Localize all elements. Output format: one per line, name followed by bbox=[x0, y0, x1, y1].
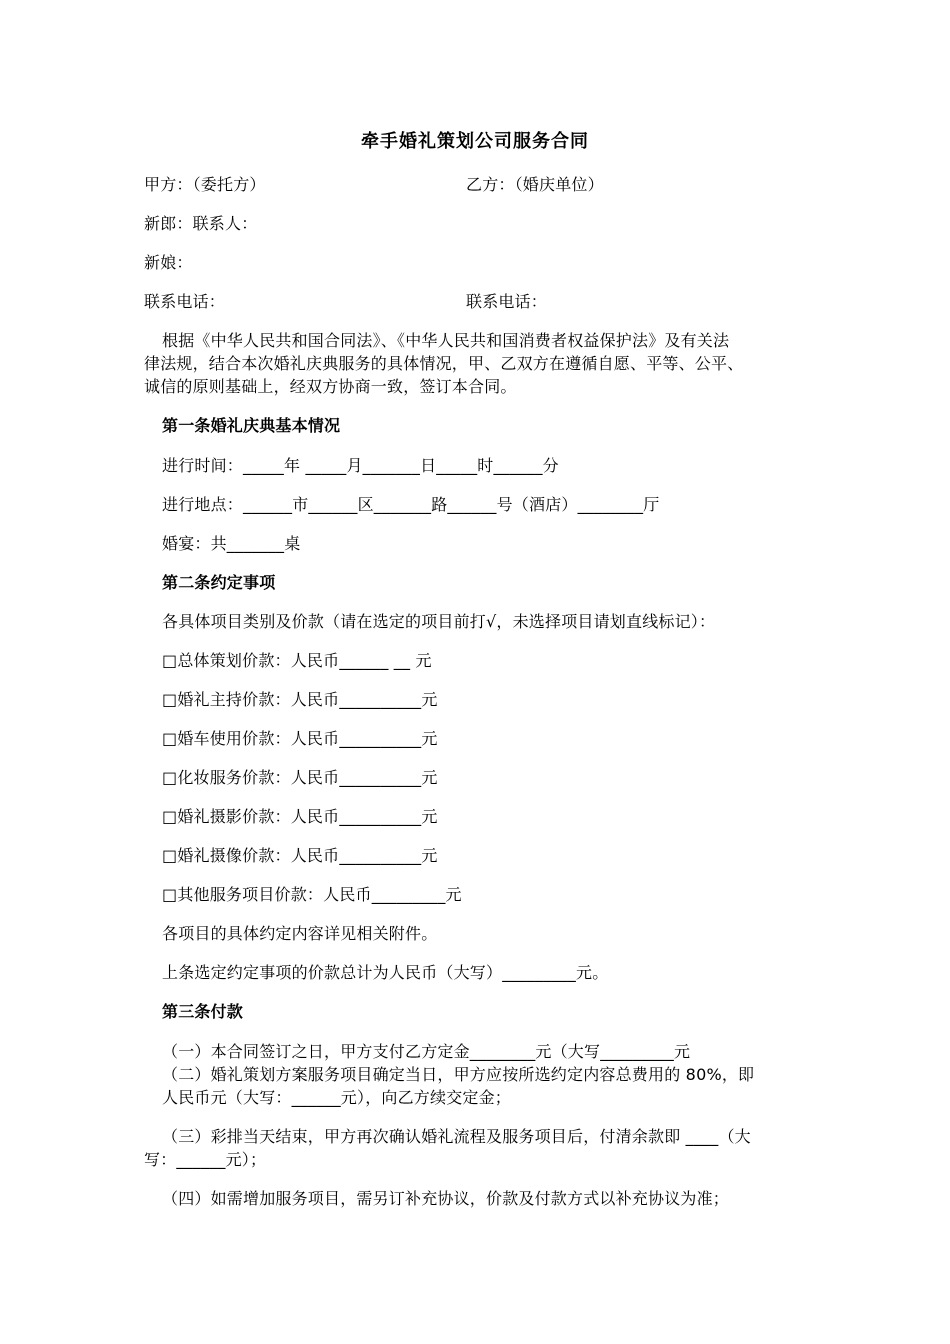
payment-clause-4: （四）如需增加服务项目，需另订补充协议，价款及付款方式以补充协议为准； bbox=[162, 1189, 730, 1208]
intro-line-1: 根据《中华人民共和国合同法》、《中华人民共和国消费者权益保护法》及有关法 bbox=[162, 331, 730, 350]
party-b-phone-label: 联系电话： bbox=[466, 292, 548, 311]
service-item-planning: □总体策划价款：人民币______ __ 元 bbox=[162, 651, 432, 670]
service-item-host: □婚礼主持价款：人民币__________元 bbox=[162, 690, 438, 709]
payment-clause-3-line-2: 写：______元）； bbox=[144, 1150, 267, 1169]
service-item-photography: □婚礼摄影价款：人民币__________元 bbox=[162, 807, 438, 826]
payment-clause-2-line-1: （二）婚礼策划方案服务项目确定当日，甲方应按所选约定内容总费用的 80%，即 bbox=[162, 1065, 755, 1084]
party-b-label: 乙方：（婚庆单位） bbox=[466, 175, 604, 194]
appendix-note: 各项目的具体约定内容详见相关附件。 bbox=[162, 924, 438, 943]
item-instruction: 各具体项目类别及价款（请在选定的项目前打√，未选择项目请划直线标记）： bbox=[162, 612, 716, 631]
document-title: 牵手婚礼策划公司服务合同 bbox=[361, 131, 589, 152]
service-item-other: □其他服务项目价款：人民币_________元 bbox=[162, 885, 462, 904]
service-item-makeup: □化妆服务价款：人民币__________元 bbox=[162, 768, 438, 787]
bride-label: 新娘： bbox=[144, 253, 193, 272]
payment-clause-2-line-2: 人民币元（大写：______元），向乙方续交定金； bbox=[162, 1088, 512, 1107]
payment-clause-1: （一）本合同签订之日，甲方支付乙方定金________元（大写_________元 bbox=[162, 1042, 691, 1061]
intro-line-3: 诚信的原则基础上，经双方协商一致，签订本合同。 bbox=[144, 377, 517, 396]
total-price-line: 上条选定约定事项的价款总计为人民币（大写）_________元。 bbox=[162, 963, 609, 982]
payment-clause-3-line-1: （三）彩排当天结束，甲方再次确认婚礼流程及服务项目后，付清余款即 ____（大 bbox=[162, 1127, 751, 1146]
groom-label: 新郎：联系人： bbox=[144, 214, 258, 233]
service-item-video: □婚礼摄像价款：人民币__________元 bbox=[162, 846, 438, 865]
event-place-line: 进行地点：______市______区_______路______号（酒店）________厅 bbox=[162, 495, 660, 514]
party-a-label: 甲方：（委托方） bbox=[144, 175, 266, 194]
service-item-car: □婚车使用价款：人民币__________元 bbox=[162, 729, 438, 748]
intro-line-2: 律法规，结合本次婚礼庆典服务的具体情况，甲、乙双方在遵循自愿、平等、公平、 bbox=[144, 354, 744, 373]
article-1-heading: 第一条婚礼庆典基本情况 bbox=[162, 416, 341, 435]
event-time-line: 进行时间：_____年 _____月_______日_____时______分 bbox=[162, 456, 559, 475]
party-a-phone-label: 联系电话： bbox=[144, 292, 226, 311]
article-2-heading: 第二条约定事项 bbox=[162, 573, 276, 592]
banquet-tables-line: 婚宴：共_______桌 bbox=[162, 534, 301, 553]
article-3-heading: 第三条付款 bbox=[162, 1002, 244, 1021]
